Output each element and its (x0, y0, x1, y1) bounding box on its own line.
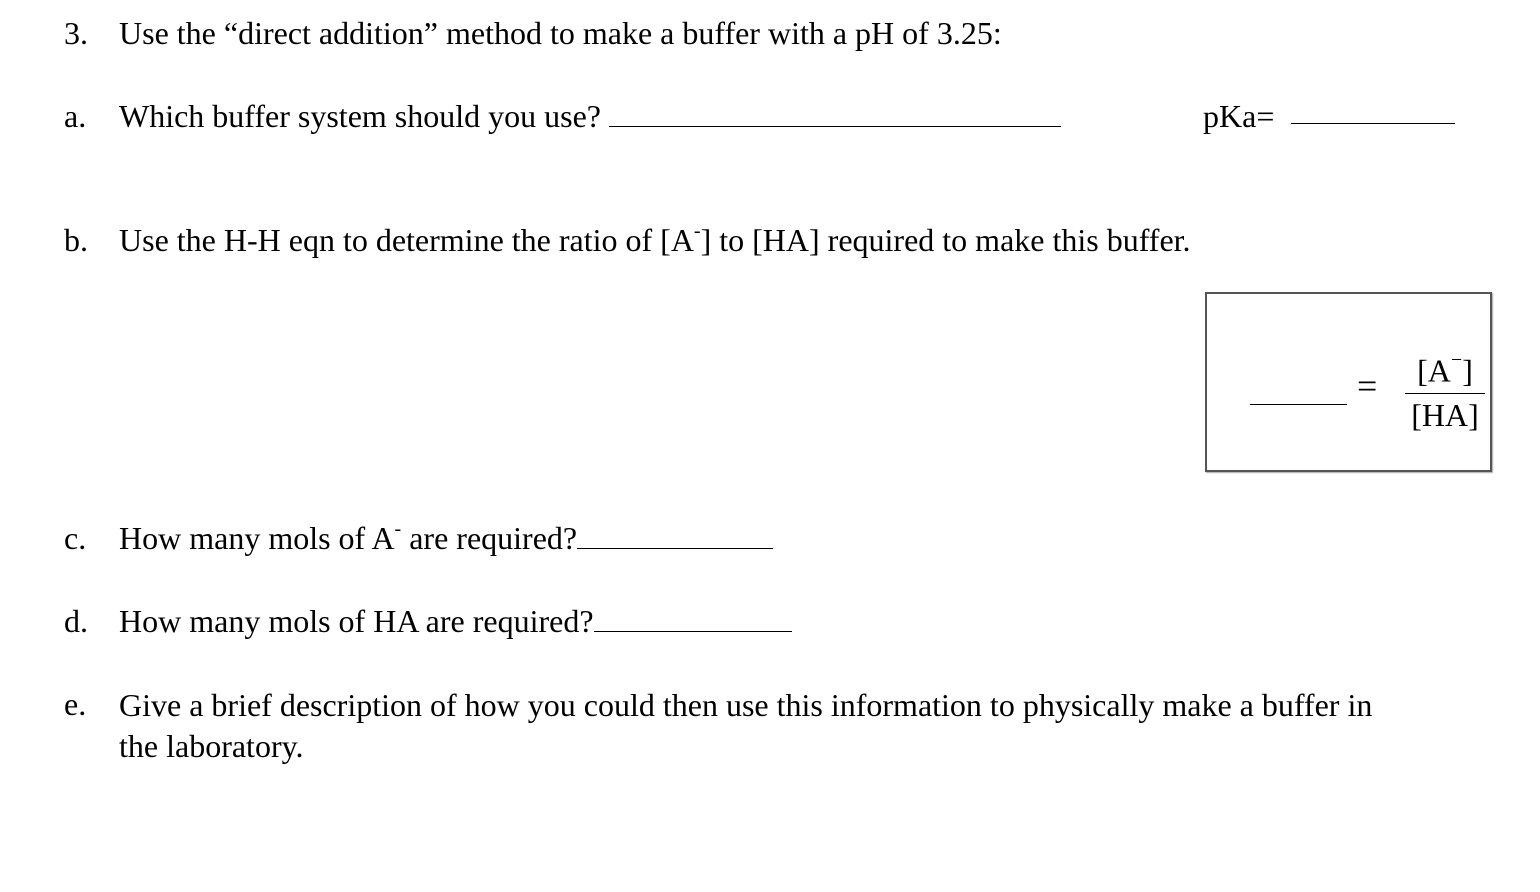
numerator-close: ] (1462, 352, 1473, 389)
ratio-answer-box (1205, 292, 1492, 472)
mols-ha-answer-blank[interactable] (594, 605, 792, 632)
part-c-label: c. (64, 520, 87, 556)
question-text: Use the “direct addition” method to make a buffer with a pH of 3.25: (119, 15, 1002, 51)
numerator-superscript: − (1450, 349, 1463, 371)
question-number: 3. (64, 15, 88, 51)
pka-answer-blank[interactable] (1291, 97, 1455, 124)
part-b-label: b. (64, 222, 88, 258)
fraction-numerator (1405, 344, 1485, 394)
part-e-text: Give a brief description of how you could then use this information to physically make a buffer in the laboratory. (119, 687, 1373, 764)
part-d-text: How many mols of HA are required? (119, 603, 594, 639)
mols-a-minus-answer-blank[interactable] (577, 522, 773, 549)
part-d-label: d. (64, 603, 88, 639)
part-c-superscript: - (394, 518, 402, 541)
equals-sign: = (1357, 366, 1378, 406)
part-c-text-before: How many mols of A (119, 520, 395, 556)
part-e-label: e. (64, 686, 87, 722)
part-a-text: Which buffer system should you use? (119, 98, 601, 134)
part-a-label: a. (64, 98, 87, 134)
pka-label: pKa= (1203, 98, 1275, 134)
fraction-denominator: [HA] (1411, 396, 1479, 433)
part-b-superscript: - (693, 220, 701, 243)
ratio-answer-blank[interactable] (1250, 404, 1347, 405)
part-b-text-after: ] to [HA] required to make this buffer. (700, 222, 1191, 258)
part-c-text-after: are required? (401, 520, 578, 556)
ratio-fraction (1405, 344, 1485, 436)
numerator-base: [A (1417, 352, 1451, 389)
part-b-text-before: Use the H-H eqn to determine the ratio of [A (119, 222, 694, 258)
buffer-system-answer-blank[interactable] (609, 100, 1061, 127)
